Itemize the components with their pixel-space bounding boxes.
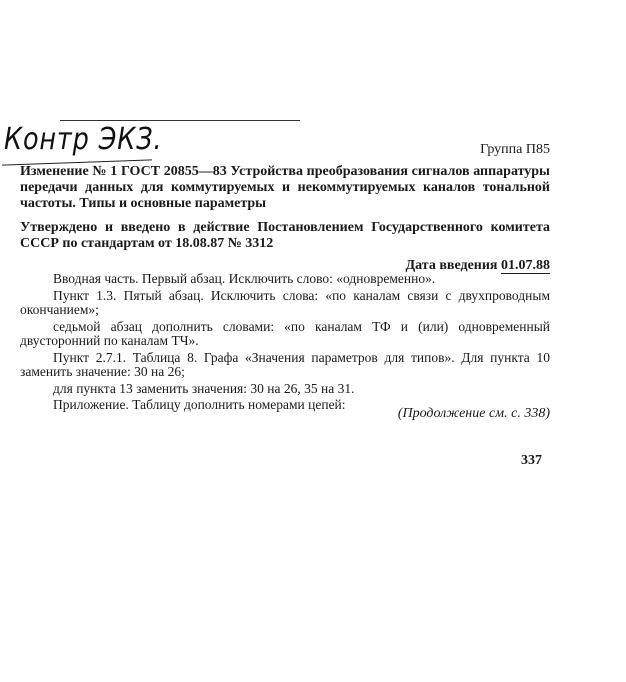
group-label: Группа П85 bbox=[480, 142, 550, 157]
paragraph: Пункт 1.3. Пятый абзац. Исключить слова: «по каналам связи с двухпроводным окончанием»; bbox=[20, 287, 550, 317]
page-number: 337 bbox=[521, 453, 542, 468]
paragraph: для пункта 13 заменить значения: 30 на 26, 35 на 31. bbox=[53, 380, 355, 396]
header-rule bbox=[60, 120, 300, 121]
paragraph: седьмой абзац дополнить словами: «по каналам ТФ и (или) одновременный двусторонний по каналам ТЧ». bbox=[20, 318, 550, 348]
document-title: Изменение № 1 ГОСТ 20855—83 Устройства преобразования сигналов аппаратуры передачи данных для коммутируемых и некоммутируемых каналов тональной частоты. Типы и основные параметры bbox=[20, 164, 550, 211]
date-value: 01.07.88 bbox=[501, 258, 550, 273]
paragraph: Приложение. Таблицу дополнить номерами цепей: bbox=[53, 397, 346, 412]
date-label: Дата введения bbox=[405, 258, 501, 273]
approval-statement: Утверждено и введено в действие Постановлением Государственного комитета СССР по стандартам от 18.08.87 № 3312 bbox=[20, 220, 550, 251]
paragraph: Пункт 2.7.1. Таблица 8. Графа «Значения параметров для типов». Для пункта 10 заменить значение: 30 на 26; bbox=[20, 349, 550, 379]
paragraph: Вводная часть. Первый абзац. Исключить слово: «одновременно». bbox=[53, 271, 436, 286]
handwritten-note: Контр ЭКЗ. bbox=[4, 122, 163, 157]
continuation-note: (Продолжение см. с. 338) bbox=[397, 406, 550, 421]
document-body bbox=[20, 272, 550, 415]
